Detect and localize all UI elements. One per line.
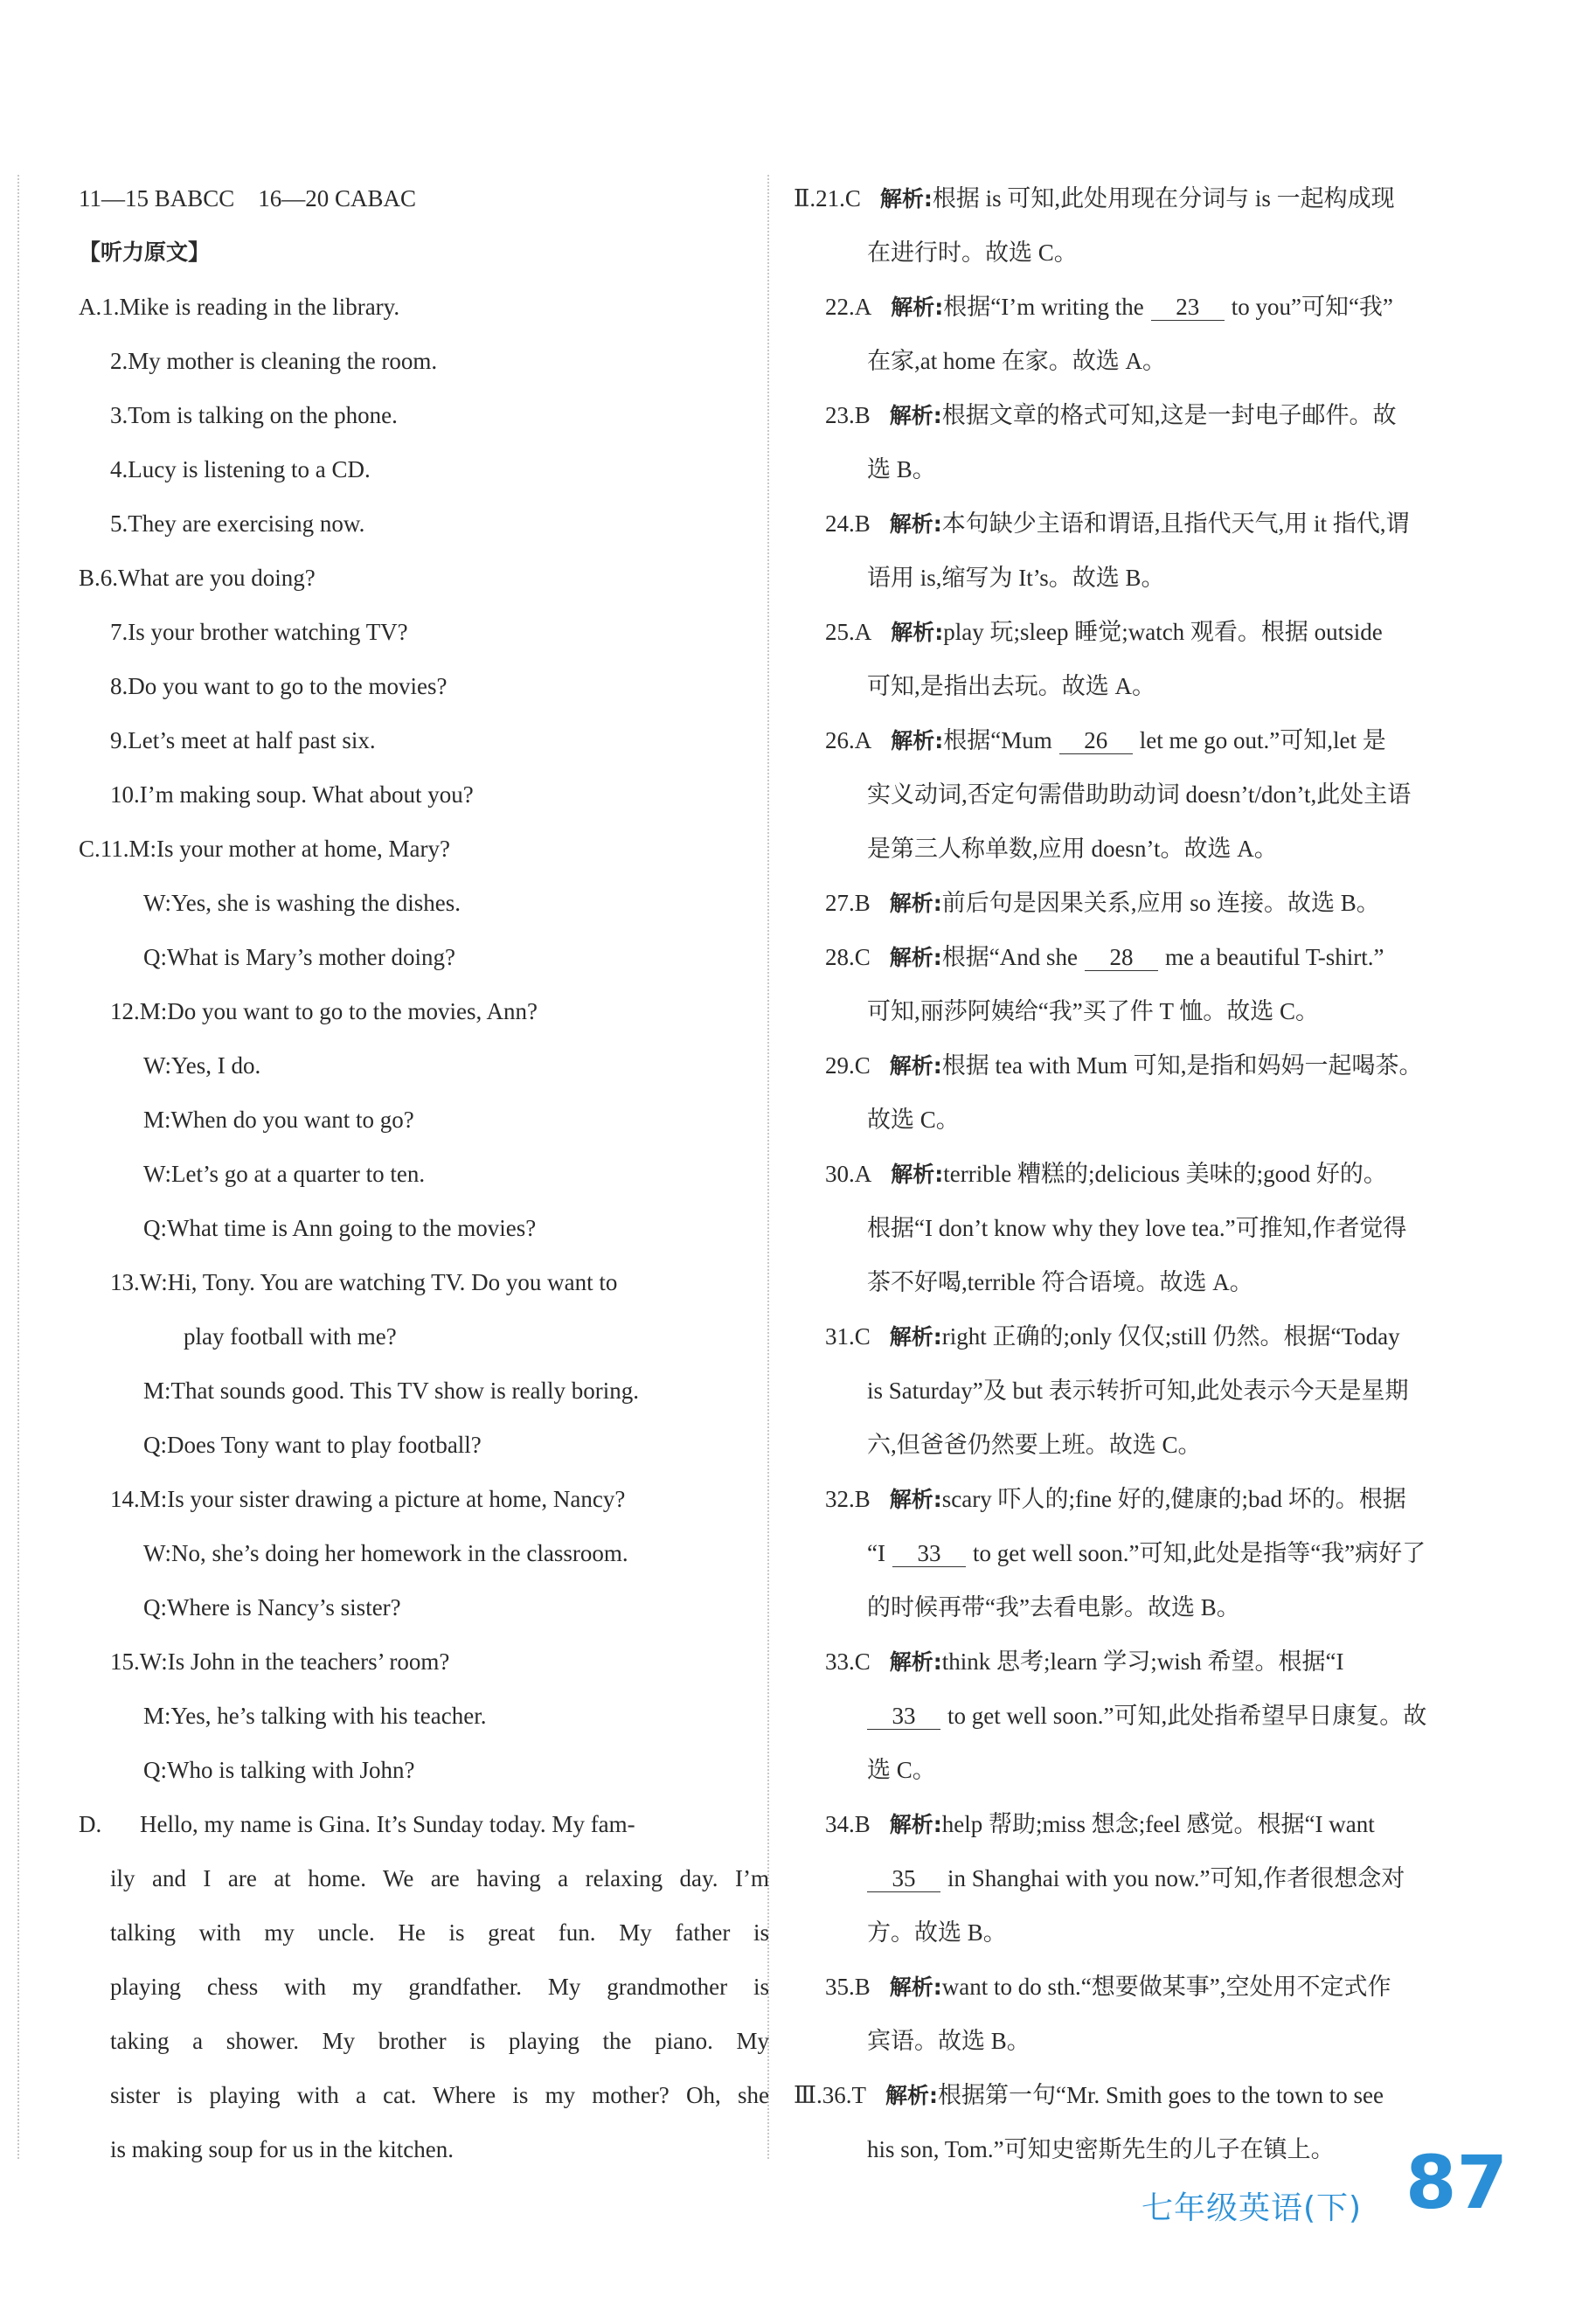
dialogue-line: Q:What time is Ann going to the movies? xyxy=(143,1215,537,1241)
dialogue-line: W:Yes, I do. xyxy=(143,1052,261,1079)
explanation-33: 33.C 解析:think 思考;learn 学习;wish 希望。根据“I xyxy=(825,1648,1344,1675)
explanation-line: 根据“I don’t know why they love tea.”可推知,作者觉得 xyxy=(867,1215,1407,1241)
script-heading: 【听力原文】 xyxy=(79,239,211,265)
dialogue-line: 13.W:Hi, Tony. You are watching TV. Do you want to xyxy=(110,1269,618,1295)
explanation-29: 29.C 解析:根据 tea with Mum 可知,是指和妈妈一起喝茶。 xyxy=(825,1052,1423,1079)
passage-line: playing chess with my grandfather. My grandmother is xyxy=(110,1974,769,2000)
dialogue-line: M:Yes, he’s talking with his teacher. xyxy=(143,1703,487,1729)
dialogue-line: play football with me? xyxy=(184,1323,397,1350)
explanation-line: 六,但爸爸仍然要上班。故选 C。 xyxy=(867,1432,1202,1458)
section-a-item: 5.They are exercising now. xyxy=(110,510,365,537)
explanation-36: Ⅲ.36.T 解析:根据第一句“Mr. Smith goes to the town to see xyxy=(794,2082,1384,2108)
dialogue-line: M:That sounds good. This TV show is really boring. xyxy=(143,1378,639,1404)
passage-line: D. Hello, my name is Gina. It’s Sunday today. My fam- xyxy=(79,1811,635,1837)
passage-line: sister is playing with a cat. Where is my mother? Oh, she xyxy=(110,2082,769,2108)
answer-blank: 33 xyxy=(892,1540,966,1567)
explanation-27: 27.B 解析:前后句是因果关系,应用 so 连接。故选 B。 xyxy=(825,890,1380,916)
answer-blank: 33 xyxy=(867,1703,940,1730)
answer-blank: 26 xyxy=(1059,727,1133,754)
dialogue-line: 12.M:Do you want to go to the movies, Ann? xyxy=(110,998,538,1024)
explanation-26: 26.A 解析:根据“Mum 26 let me go out.”可知,let 是 xyxy=(825,727,1386,753)
dialogue-line: W:Let’s go at a quarter to ten. xyxy=(143,1161,426,1187)
explanation-34: 34.B 解析:help 帮助;miss 想念;feel 感觉。根据“I want xyxy=(825,1811,1375,1837)
explanation-line: 实义动词,否定句需借助助动词 doesn’t/don’t,此处主语 xyxy=(867,781,1412,808)
dialogue-line: M:When do you want to go? xyxy=(143,1107,414,1133)
dialogue-line: Q:Who is talking with John? xyxy=(143,1757,415,1783)
explanation-line: is Saturday”及 but 表示转折可知,此处表示今天是星期 xyxy=(867,1378,1409,1404)
explanation-line: 故选 C。 xyxy=(867,1107,960,1133)
explanation-line: 在家,at home 在家。故选 A。 xyxy=(867,348,1166,374)
explanation-line: 宾语。故选 B。 xyxy=(867,2028,1030,2054)
section-a-item: 4.Lucy is listening to a CD. xyxy=(110,456,371,482)
passage-line: taking a shower. My brother is playing the piano. My xyxy=(110,2028,769,2054)
passage-line: is making soup for us in the kitchen. xyxy=(110,2136,454,2162)
explanation-31: 31.C 解析:right 正确的;only 仅仅;still 仍然。根据“Today xyxy=(825,1323,1400,1350)
explanation-24: 24.B 解析:本句缺少主语和谓语,且指代天气,用 it 指代,谓 xyxy=(825,510,1410,537)
dialogue-line: Q:Where is Nancy’s sister? xyxy=(143,1594,401,1620)
passage-line: ily and I are at home. We are having a relaxing day. I’m xyxy=(110,1865,769,1891)
explanation-line: 可知,丽莎阿姨给“我”买了件 T 恤。故选 C。 xyxy=(867,998,1319,1024)
section-b-item: B.6.What are you doing? xyxy=(79,565,316,591)
section-b-item: 8.Do you want to go to the movies? xyxy=(110,673,448,699)
explanation-line: 35 in Shanghai with you now.”可知,作者很想念对 xyxy=(794,1851,1498,1905)
right-column xyxy=(794,171,1498,2176)
explanation-line: 在进行时。故选 C。 xyxy=(867,239,1078,266)
explanation-line: his son, Tom.”可知史密斯先生的儿子在镇上。 xyxy=(867,2136,1335,2162)
explanation-line: 选 C。 xyxy=(867,1757,936,1783)
explanation-line: 可知,是指出去玩。故选 A。 xyxy=(867,673,1155,699)
section-b-item: 9.Let’s meet at half past six. xyxy=(110,727,376,753)
left-margin-rule xyxy=(17,175,19,2159)
explanation-32: 32.B 解析:scary 吓人的;fine 好的,健康的;bad 坏的。根据 xyxy=(825,1486,1406,1512)
section-b-item: 7.Is your brother watching TV? xyxy=(110,619,408,645)
explanation-line: 茶不好喝,terrible 符合语境。故选 A。 xyxy=(867,1269,1253,1295)
explanation-line: “I 33 to get well soon.”可知,此处是指等“我”病好了 xyxy=(867,1540,1426,1566)
section-a-item: 2.My mother is cleaning the room. xyxy=(110,348,438,374)
explanation-22: 22.A 解析:根据“I’m writing the 23 to you”可知“我” xyxy=(825,294,1393,320)
answer-blank: 23 xyxy=(1151,294,1225,321)
explanation-line: 是第三人称单数,应用 doesn’t。故选 A。 xyxy=(867,836,1278,862)
section-a-item: A.1.Mike is reading in the library. xyxy=(79,294,400,320)
explanation-28: 28.C 解析:根据“And she 28 me a beautiful T-shirt.” xyxy=(825,944,1384,970)
explanation-25: 25.A 解析:play 玩;sleep 睡觉;watch 观看。根据 outside xyxy=(825,619,1383,645)
dialogue-line: C.11.M:Is your mother at home, Mary? xyxy=(79,836,450,862)
passage-line: talking with my uncle. He is great fun. My father is xyxy=(110,1919,769,1946)
book-title: 七年级英语(下) xyxy=(1141,2190,1363,2226)
section-b-item: 10.I’m making soup. What about you? xyxy=(110,781,474,808)
explanation-line: 选 B。 xyxy=(867,456,936,482)
dialogue-line: Q:What is Mary’s mother doing? xyxy=(143,944,455,970)
page-number: 87 xyxy=(1405,2140,1508,2225)
explanation-23: 23.B 解析:根据文章的格式可知,这是一封电子邮件。故 xyxy=(825,402,1397,428)
dialogue-line: W:No, she’s doing her homework in the classroom. xyxy=(143,1540,628,1566)
explanation-30: 30.A 解析:terrible 糟糕的;delicious 美味的;good 好的。 xyxy=(825,1161,1387,1187)
dialogue-line: W:Yes, she is washing the dishes. xyxy=(143,890,461,916)
dialogue-line: 15.W:Is John in the teachers’ room? xyxy=(110,1648,450,1675)
explanation-21: Ⅱ.21.C 解析:根据 is 可知,此处用现在分词与 is 一起构成现 xyxy=(794,185,1395,212)
explanation-line: 方。故选 B。 xyxy=(867,1919,1007,1946)
explanation-line: 语用 is,缩写为 It’s。故选 B。 xyxy=(867,565,1165,591)
answers-line: 11—15 BABCC 16—20 CABAC xyxy=(79,185,417,212)
left-column xyxy=(79,171,769,2176)
explanation-line: 的时候再带“我”去看电影。故选 B。 xyxy=(867,1594,1240,1620)
explanation-line: 33 to get well soon.”可知,此处指希望早日康复。故 xyxy=(794,1689,1498,1743)
explanation-35: 35.B 解析:want to do sth.“想要做某事”,空处用不定式作 xyxy=(825,1974,1391,2000)
dialogue-line: Q:Does Tony want to play football? xyxy=(143,1432,482,1458)
section-a-item: 3.Tom is talking on the phone. xyxy=(110,402,398,428)
answer-blank: 35 xyxy=(867,1865,940,1892)
answer-blank: 28 xyxy=(1085,944,1158,971)
dialogue-line: 14.M:Is your sister drawing a picture at home, Nancy? xyxy=(110,1486,626,1512)
